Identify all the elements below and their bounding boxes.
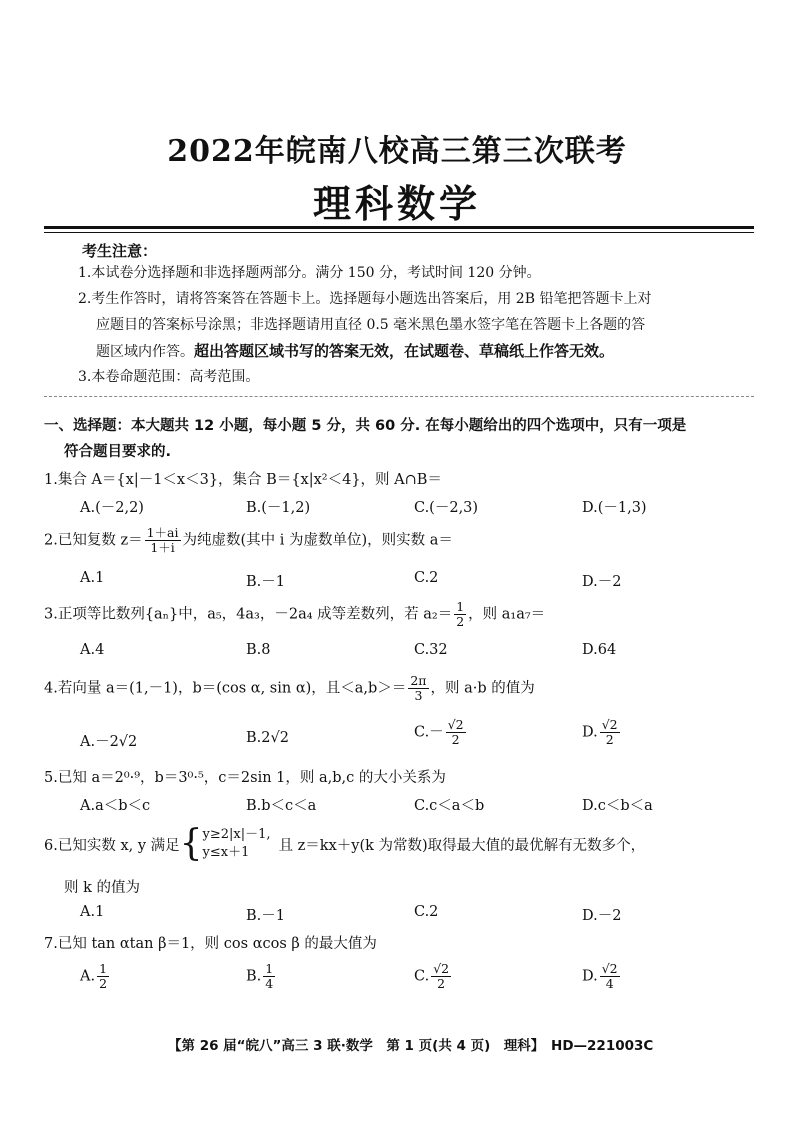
notice-text: 题区域内作答。 <box>96 344 194 360</box>
q7-c-numerator: √2 <box>433 961 450 976</box>
question-1: 1.集合 A＝{x|－1＜x＜3}，集合 B＝{x|x²＜4}，则 A∩B＝ <box>44 472 442 488</box>
q7-b-numerator: 1 <box>265 961 274 976</box>
q3-denominator: 2 <box>456 614 465 629</box>
q7-c-denominator: 2 <box>437 976 446 991</box>
notice-item-3: 3.本卷命题范围：高考范围。 <box>78 369 260 385</box>
q4-d-fraction <box>600 718 620 747</box>
q7-a-denominator: 2 <box>99 976 108 991</box>
q1-option-a: A.(－2,2) <box>80 500 144 516</box>
q2-denominator: 1＋i <box>150 540 175 555</box>
page-footer: 【第 26 届“皖八”高三 3 联·数学 第 1 页(共 4 页) 理科】 HD—221003C <box>168 1038 654 1054</box>
notice-emphasis: 超出答题区域书写的答案无效，在试题卷、草稿纸上作答无效。 <box>194 342 615 360</box>
q7-b-denominator: 4 <box>265 976 274 991</box>
section-heading: 一、选择题：本大题共 12 小题，每小题 5 分，共 60 分. 在每小题给出的四个选项中，只有一项是 <box>44 418 687 434</box>
q2-option-b: B.－1 <box>246 574 285 590</box>
header-rule-thick <box>44 226 754 229</box>
q6-system <box>203 826 271 862</box>
q4-d-numerator: √2 <box>601 717 618 732</box>
q7-option-d <box>582 962 622 991</box>
q3-text-pre: 3.正项等比数列{aₙ}中，a₅，4a₃，－2a₄ 成等差数列，若 a₂＝ <box>44 606 453 623</box>
q4-d-label: D. <box>582 724 598 741</box>
q5-option-a: A.a＜b＜c <box>80 798 151 814</box>
q3-text-post: ，则 a₁a₇＝ <box>468 606 546 623</box>
notice-heading: 考生注意： <box>82 242 158 260</box>
q7-option-c <box>414 962 453 991</box>
q3-option-c: C.32 <box>414 642 448 658</box>
exam-title: 2022年皖南八校高三第三次联考 <box>167 134 627 169</box>
q3-option-b: B.8 <box>246 642 271 658</box>
q6-brace: { <box>179 823 203 864</box>
q4-option-b: B.2√2 <box>246 730 289 746</box>
q5-option-b: B.b＜c＜a <box>246 798 317 814</box>
section-heading-cont: 符合题目要求的. <box>64 444 172 460</box>
q3-fraction <box>454 600 466 629</box>
header-rule-thin <box>44 232 754 233</box>
q4-numerator: 2π <box>410 673 427 688</box>
q7-a-numerator: 1 <box>99 961 108 976</box>
q6-text-post: 且 z＝kx＋y(k 为常数)取得最大值的最优解有无数多个， <box>278 837 646 854</box>
q7-a-label: A. <box>80 968 96 985</box>
q6-option-a: A.1 <box>80 904 105 920</box>
q4-option-d <box>582 718 622 747</box>
q1-option-d: D.(－1,3) <box>582 500 647 516</box>
q7-c-label: C. <box>414 968 430 985</box>
q7-d-numerator: √2 <box>601 961 618 976</box>
q6-option-c: C.2 <box>414 904 439 920</box>
q4-c-fraction <box>446 718 466 747</box>
q7-a-fraction <box>97 962 109 991</box>
q4-option-a: A.－2√2 <box>80 734 138 750</box>
q1-option-b: B.(－1,2) <box>246 500 311 516</box>
q7-d-denominator: 4 <box>605 976 614 991</box>
q4-denominator: 3 <box>414 688 423 703</box>
notice-item-2-end <box>96 338 614 365</box>
q3-option-a: A.4 <box>80 642 105 658</box>
q6-constraint-1: y≥2|x|－1, <box>202 827 271 842</box>
q2-fraction <box>145 526 181 555</box>
question-3 <box>44 600 545 629</box>
q4-option-c <box>414 718 468 747</box>
q2-option-c: C.2 <box>414 570 439 586</box>
q7-b-label: B. <box>246 968 262 985</box>
q7-c-fraction <box>431 962 451 991</box>
q2-text-pre: 2.已知复数 z＝ <box>44 532 143 549</box>
q7-option-a <box>80 962 111 991</box>
q6-constraint-2: y≤x＋1 <box>202 845 250 860</box>
q2-numerator: 1＋ai <box>146 525 179 540</box>
q7-b-fraction <box>263 962 275 991</box>
q4-c-denominator: 2 <box>451 732 460 747</box>
question-4 <box>44 674 535 703</box>
q2-option-d: D.－2 <box>582 574 622 590</box>
q4-d-denominator: 2 <box>605 732 614 747</box>
notice-item-1: 1.本试卷分选择题和非选择题两部分。满分 150 分，考试时间 120 分钟。 <box>78 265 541 281</box>
q2-text-post: 为纯虚数(其中 i 为虚数单位)，则实数 a＝ <box>182 532 453 549</box>
q7-d-label: D. <box>582 968 598 985</box>
q5-option-c: C.c＜a＜b <box>414 798 485 814</box>
q3-numerator: 1 <box>456 599 465 614</box>
q7-d-fraction <box>600 962 620 991</box>
question-5: 5.已知 a＝2⁰·⁹，b＝3⁰·⁵，c＝2sin 1，则 a,b,c 的大小关系为 <box>44 770 446 786</box>
q7-option-b <box>246 962 277 991</box>
q2-option-a: A.1 <box>80 570 105 586</box>
q6-line-2: 则 k 的值为 <box>64 880 141 896</box>
q6-option-d: D.－2 <box>582 908 622 924</box>
question-2 <box>44 526 453 555</box>
q6-text-pre: 6.已知实数 x, y 满足 <box>44 837 180 854</box>
exam-subject: 理科数学 <box>312 181 481 226</box>
q3-option-d: D.64 <box>582 642 617 658</box>
q6-option-b: B.－1 <box>246 908 285 924</box>
q1-option-c: C.(－2,3) <box>414 500 479 516</box>
notice-item-2: 2.考生作答时，请将答案答在答题卡上。选择题每小题选出答案后，用 2B 铅笔把答题卡上对 <box>78 291 652 307</box>
q4-fraction <box>408 674 428 703</box>
question-7: 7.已知 tan αtan β＝1，则 cos αcos β 的最大值为 <box>44 936 377 952</box>
q5-option-d: D.c＜b＜a <box>582 798 653 814</box>
notice-item-2-cont: 应题目的答案标号涂黑；非选择题请用直径 0.5 毫米黑色墨水签字笔在答题卡上各题的答 <box>96 317 646 333</box>
q4-c-label: C.－ <box>414 724 444 741</box>
q4-c-numerator: √2 <box>447 717 464 732</box>
q4-text-post: ，则 a·b 的值为 <box>430 680 535 697</box>
question-6 <box>44 823 646 864</box>
q4-text-pre: 4.若向量 a＝(1,－1)，b＝(cos α, sin α)，且＜a,b＞＝ <box>44 680 407 697</box>
